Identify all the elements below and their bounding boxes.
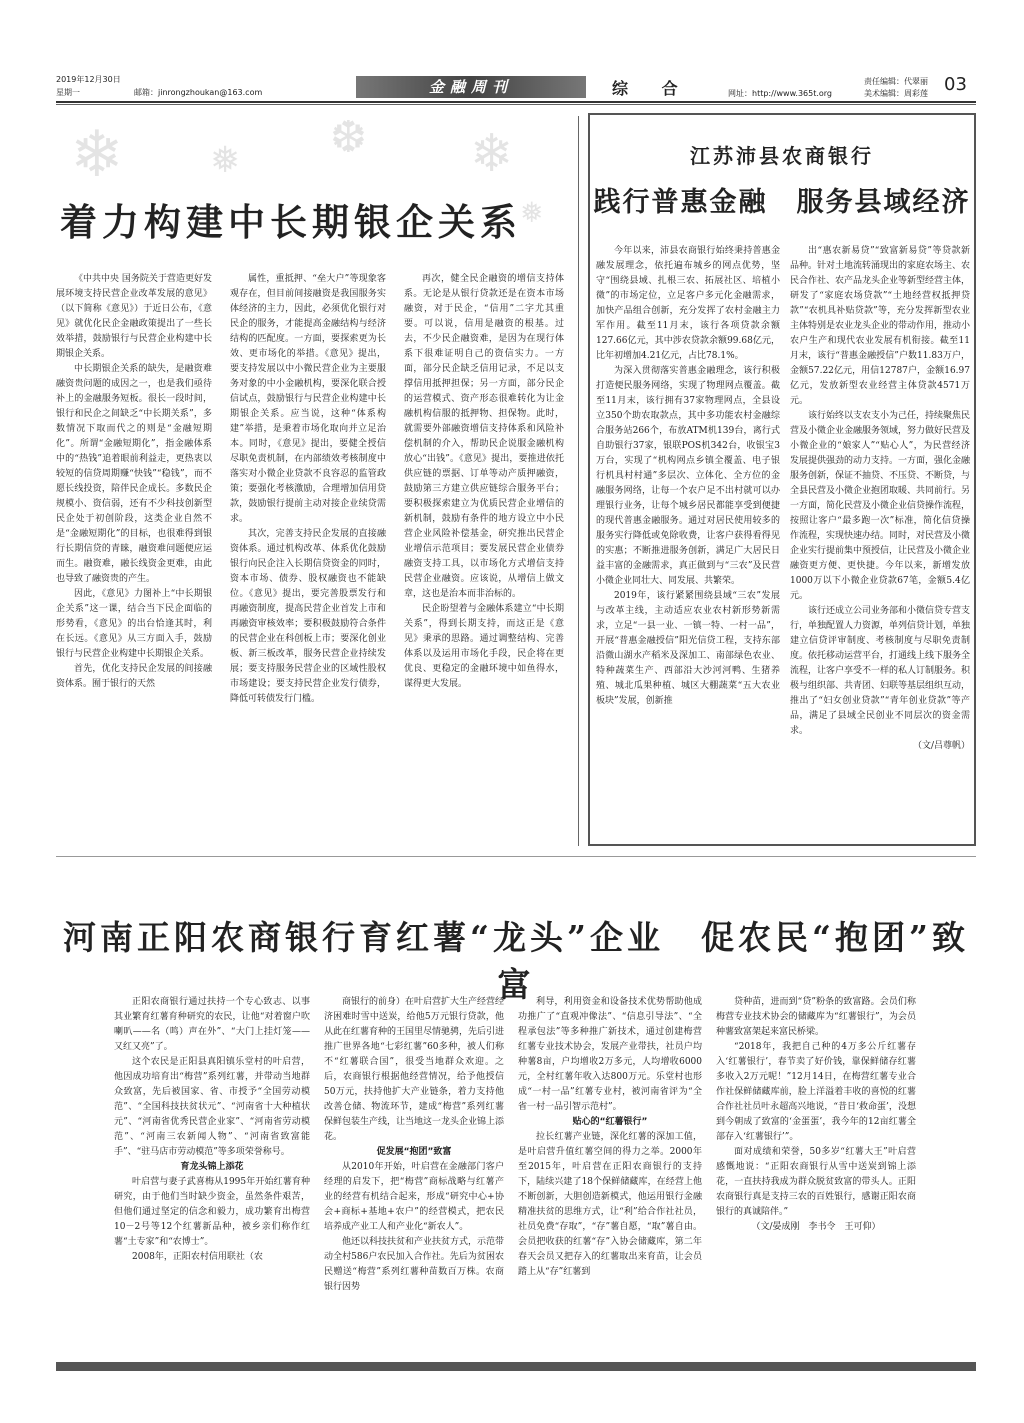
header-rule-thin bbox=[56, 104, 976, 105]
article2-column-2 bbox=[790, 244, 970, 840]
issue-date: 2019年12月30日 bbox=[56, 75, 121, 84]
article3-column-1 bbox=[114, 995, 310, 1355]
footer-bar bbox=[56, 1362, 976, 1371]
article1-column-3 bbox=[404, 272, 564, 842]
article3-column-2 bbox=[324, 995, 504, 1355]
paragraph: 《中共中央 国务院关于营造更好发展环境支持民营企业改革发展的意见》（以下简称《意见》）于近日公布，《意见》就优化民企金融政策提出了一些长效举措，鼓励银行与民营企业构建中长期银企关系。 bbox=[56, 274, 212, 359]
section-name: 综 合 bbox=[612, 79, 692, 98]
paragraph: 该行还成立公司业务部和小微信贷专营支行，单独配置人力资源，单列信贷计划，单独建立信贷评审制度、考核制度与尽职免责制度。依托移动运营平台，打通线上线下服务全流程，让客户享受不一样的私人订制服务。积极与组织部、共青团、妇联等基层组织互动，推出了“妇女创业贷款”“青年创业贷款”等产品，满足了县域全民创业不同层次的资金需求。 bbox=[790, 606, 970, 736]
brand-banner: 金融周刊 bbox=[356, 76, 586, 98]
paragraph: 这个农民是正阳县真阳镇乐堂村的叶启营，他因成功培育出“梅营”系列红薯，并带动当地群众致富，先后被国家、省、市授予“全国劳动模范”、“全国科技扶贫状元”、“河南省十大种植状元”、“河南省优秀民营企业家”、“河南省劳动模范”、“河南三农新闻人物”、“河南省致富能手”、“驻马店市劳动模范”等多项荣誉称号。 bbox=[114, 1057, 310, 1157]
page-number: 03 bbox=[944, 74, 967, 95]
article1-headline: 着力构建中长期银企关系 bbox=[60, 200, 522, 244]
subheading: 贴心的“红薯银行” bbox=[572, 1117, 648, 1127]
snowflake-icon: ❄ bbox=[470, 124, 514, 184]
snowflake-icon: ❄ bbox=[70, 118, 124, 192]
header-rule bbox=[56, 101, 976, 103]
paragraph: 该行始终以支农支小为己任，持续聚焦民营及小微企业金融服务领域，努力做好民营及小微企业的“娘家人”“贴心人”，为民营经济发展提供强劲的动力支持。一方面，强化金融服务创新，保证不抽贷、不压贷、不断贷，与全县民营及小微企业抱团取暖、共同前行。另一方面，简化民营及小微企业信贷操作流程，按照让客户“最多跑一次”标准，简化信贷操作流程，实现快速办结。同时，对民营及小微企业实行提前集中预授信，让民营及小微企业融资更方便、更快捷。今年以来，新增发放1000万以下小微企业贷款67笔，金额5.4亿元。 bbox=[790, 411, 970, 601]
editor-credit: 责任编辑：代翠丽 bbox=[864, 77, 928, 86]
paragraph: 再次，健全民企融资的增信支持体系。无论是从银行贷款还是在资本市场融资，对于民企，“信用”二字尤其重要。可以说，信用是融资的根基。过去，不少民企融资难，是因为在现行体系下很难证明自己的资信实力。一方面，部分民企缺乏信用记录，不足以支撑信用抵押担保；另一方面，部分民企的运营模式、资产形态很难转化为让金融机构信服的抵押物、担保物。此时，就需要外部融资增信支持体系和风险补偿机制的介入，帮助民企说服金融机构放心“出钱”。《意见》提出，要推进依托供应链的票据、订单等动产质押融资，鼓励第三方建立供应链综合服务平台；要积极探索建立为优质民营企业增信的新机制，鼓励有条件的地方设立中小民营企业风险补偿基金，研究推出民营企业增信示范项目；要发展民营企业债券融资支持工具，以市场化方式增信支持民营企业融资。应该说，从增信上做文章，这也是治本而非治标的。 bbox=[404, 274, 564, 599]
weekday: 星期一 bbox=[56, 88, 80, 97]
section-divider bbox=[56, 856, 976, 857]
paragraph: 正阳农商银行通过扶持一个专心致志、以事其业繁育红薯育种研究的农民，让他“对着窗户吹喇叭——名（鸣）声在外”、“大门上挂灯笼——又红又亮”了。 bbox=[114, 997, 310, 1052]
paragraph: 首先，优化支持民企发展的间接融资体系。囿于银行的天然 bbox=[56, 664, 212, 689]
subheading: 促发展“抱团”致富 bbox=[376, 1147, 452, 1157]
paragraph: 拉长红薯产业链，深化红薯的深加工值，是叶启营升值红薯空间的得力之举。2000年至2015年，叶启营在正阳农商银行的支持下，陆续兴建了18个保鲜储藏库，在经营上他不断创新，大胆创造新模式，他运用银行金融精准扶贫的思维方式，让“利”给合作社社员，社员免费“存取”，“存”薯自愿，“取”薯自由。会员把收获的红薯“存”入协会储藏库，第二年春天会员又把存入的红薯取出来育苗，让会员踏上从“存”红薯到 bbox=[518, 1132, 702, 1277]
page-header bbox=[56, 74, 976, 100]
website-address: 网址：http://www.365t.org bbox=[728, 89, 833, 98]
paragraph: 为深入贯彻落实普惠金融理念，该行积极打造便民服务网络，实现了物理网点覆盖。截至11月末，该行拥有37家物理网点，全县设立350个助农取款点，其中多功能农村金融综合服务站266个，布放ATM机139台，离行式自助银行37家，银联POS机342台，收银宝3万台，实现了“机构网点乡镇全覆盖、电子银行机具村村通”多层次、立体化、全方位的金融服务网络，让每一个农户足不出村就可以办理银行业务，让每个城乡居民都能享受到便捷的现代普惠金融服务。通过对居民使用较多的服务实行降低或免除收费，让客户获得看得见的实惠；不断推进服务创新，满足广大居民日益丰富的金融需求，真正做到与“三农”及民营小微企业同壮大、同发展、共繁荣。 bbox=[596, 366, 780, 586]
snowflake-icon: ❅ bbox=[210, 140, 241, 181]
email-address: 邮箱：jinrongzhoukan@163.com bbox=[134, 88, 263, 97]
article1-column-1 bbox=[56, 272, 212, 842]
article3-column-4 bbox=[716, 995, 916, 1355]
paragraph: 属性，重抵押、“垒大户”等现象客观存在，但目前间接融资是我国服务实体经济的主力，因此，必须优化银行对民企的服务，才能提高金融结构与经济结构的匹配度。一方面，要探索更为长效、更市场化的举措。《意见》提出，要支持发展以中小微民营企业为主要服务对象的中小金融机构，要深化联合授信试点，鼓励银行与民营企业构建中长期银企关系。应当说，这种“体系构建”举措，是秉着市场化取向并立足治本。同时，《意见》提出，要健全授信尽职免责机制，在内部绩效考核制度中落实对小微企业贷款不良容忍的监管政策；要强化考核激励，合理增加信用贷款，鼓励银行提前主动对接企业续贷需求。 bbox=[230, 274, 386, 524]
snowflake-icon: ❆ bbox=[330, 112, 367, 163]
article3-headline: 河南正阳农商银行育红薯“龙头”企业 促农民“抱团”致富 bbox=[63, 918, 969, 1004]
paragraph: 利导，利用资金和设备技术优势帮助他成功推广了“直观冲像法”、“信息引导法”、“全程承包法”等多种推广新技术，通过创建梅营红薯专业技术协会，发展产业带扶，社员户均种薯8亩，户均增收2万多元，人均增收6000元，全村红薯年收入达800万元。乐堂村也形成“一村一品”红薯专业村，被河南省评为“全省一村一品引智示范村”。 bbox=[518, 997, 702, 1112]
paragraph: 他还以科技扶贫和产业扶贫方式，示范带动全村586户农民加入合作社。先后为贫困农民赠送“梅营”系列红薯种苗数百万株。农商银行因势 bbox=[324, 1237, 504, 1292]
article2-kicker: 江苏沛县农商银行 bbox=[690, 144, 874, 168]
paragraph: “2018年，我把自己种的4万多公斤红薯存入‘红薯银行’，春节卖了好价钱，靠保鲜储存红薯多收入2万元呢！”12月14日，在梅营红薯专业合作社保鲜储藏库前，脸上洋溢着丰收的喜悦的红薯合作社社员叶永超高兴地说，“昔日‘救命蛋’，没想到今朝成了致富的‘金蛋蛋’，我今年的12亩红薯全部存入‘红薯银行’”。 bbox=[716, 1042, 916, 1142]
paragraph: 从2010年开始，叶启营在金融部门客户经理的启发下，把“梅营”商标战略与红薯产业的经营有机结合起来，形成“研究中心+协会+商标+基地+农户”的经营模式，把农民培养成产业工人和产业化“新农人”。 bbox=[324, 1162, 504, 1232]
paragraph: 今年以来，沛县农商银行始终秉持普惠金融发展理念，依托遍布城乡的网点优势，坚守“围绕县域、扎根三农、拓展社区、培植小微”的市场定位，立足客户多元化金融需求，加快产品组合创新，充分发挥了农村金融主力军作用。截至11月末，该行各项贷款余额127.66亿元，其中涉农贷款余额99.68亿元，比年初增加4.21亿元，占比78.1%。 bbox=[596, 246, 780, 361]
paragraph: 出“惠农新易贷”“致富新易贷”等贷款新品种。针对土地流转涌现出的家庭农场主、农民合作社、农产品龙头企业等新型经营主体，研发了“家庭农场贷款”“土地经营权抵押贷款”“农机具补贴贷款”等，充分发挥新型农业主体特别是农业龙头企业的带动作用，推动小农户生产和现代农业发展有机衔接。截至11月末，该行“普惠金融授信”户数11.83万户，金额57.22亿元，用信12787户，金额16.97亿元，发放新型农业经营主体贷款4571万元。 bbox=[790, 246, 970, 406]
paragraph: 商银行的前身）在叶启营扩大生产经营经济困难时雪中送炭，给他5万元银行贷款，他从此在红薯育种的王国里尽情驰骋，先后引进推广世界各地“七彩红薯”60多种，被人们称不“红薯联合国”，很受当地群众欢迎。之后，农商银行根据他经营情况，给予他授信50万元，扶持他扩大产业链条，着力支持他改善仓储、物流环节，建成“梅营”系列红薯保鲜包装生产线，让当地这一龙头企业锦上添花。 bbox=[324, 997, 504, 1142]
paragraph: 其次，完善支持民企发展的直接融资体系。通过机构改革、体系优化鼓励银行向民企注入长期信贷资金的同时，资本市场、债券、股权融资也不能缺位。《意见》提出，要完善股票发行和再融资制度，提高民营企业首发上市和再融资审核效率；要积极鼓励符合条件的民营企业在科创板上市；要深化创业板、新三板改革，服务民营企业持续发展；要支持服务民营企业的区域性股权市场建设；要支持民营企业发行债券，降低可转债发行门槛。 bbox=[230, 529, 386, 704]
subheading: 育龙头锦上添花 bbox=[180, 1162, 244, 1172]
paragraph: 叶启营与妻子武喜梅从1995年开始红薯育种研究，由于他们当时缺少资金，虽然条件艰苦，但他们通过坚定的信念和毅力，成功繁育出梅营10－2号等12个红薯新品种，被乡亲们称作红薯“土专家”和“农博士”。 bbox=[114, 1177, 310, 1247]
article2-author: （文/吕尊帆） bbox=[912, 741, 970, 751]
article1-column-2 bbox=[230, 272, 386, 842]
paragraph: 因此，《意见》力图补上“中长期银企关系”这一课，结合当下民企面临的形势看，《意见》的出台恰逢其时，利在长远。《意见》从三方面入手，鼓励银行与民营企业构建中长期银企关系。 bbox=[56, 589, 212, 659]
article3-author: （文/晏成刚 李书令 王可仰） bbox=[751, 1222, 881, 1232]
editor-credits bbox=[864, 76, 928, 100]
paragraph: 贷种苗，进而到“贷”粉条的致富路。会员们称梅营专业技术协会的储藏库为“红薯银行”，为会员种薯致富架起来富民桥梁。 bbox=[716, 997, 916, 1037]
art-editor-credit: 美术编辑：周彩莲 bbox=[864, 89, 928, 98]
column-divider bbox=[578, 116, 579, 846]
paragraph: 2019年，该行紧紧围绕县域“三农”发展与改革主线，主动适应农业农村新形势新需求，立足“一县一业、一镇一特、一村一品”，开展“普惠金融授信”阳光信贷工程，支持东部沿微山湖水产稻米及深加工、南部绿色农业、特种蔬菜生产、西部沿大沙河河鸭、生猪养殖、城北瓜果种植、城区大棚蔬菜“五大农业板块”发展，创新推 bbox=[596, 591, 780, 706]
paragraph: 民企盼望着与金融体系建立“中长期关系”，得到长期支持，而这正是《意见》秉承的思路。通过调整结构、完善体系以及运用市场化手段，民企将在更优良、更稳定的金融环境中如鱼得水，谋得更大发展。 bbox=[404, 604, 564, 689]
snowflake-icon: ❅ bbox=[520, 196, 544, 229]
article3-column-3 bbox=[518, 995, 702, 1355]
paragraph: 中长期银企关系的缺失，是融资难融资贵问题的成因之一，也是我们亟待补上的金融服务短板。很长一段时间，银行和民企之间缺乏“中长期关系”，多数情况下取而代之的则是“金融短期化”。所谓“金融短期化”，指金融体系中的“热钱”追着眼前利益走，更热衷以较短的信贷周期赚“快钱”“稳钱”，而不愿长线投资，陪伴民企成长。多数民企规模小、资信弱，还有不少科技创新型民企处于初创阶段，这类企业自然不是“金融短期化”的目标，也很难得到银行长期信贷的青睐，融资难问题便应运而生。融资难，融长线资金更难，由此也导致了融资贵的产生。 bbox=[56, 364, 212, 584]
paragraph: 面对成绩和荣誉，50多岁“红薯大王”叶启营感慨地说：“正阳农商银行从雪中送炭到锦上添花，一直扶持我成为群众脱贫致富的带头人。正阳农商银行真是支持三农的百姓银行，感谢正阳农商银行的真诚陪伴。” bbox=[716, 1147, 916, 1217]
article2-headline: 践行普惠金融 服务县域经济 bbox=[593, 187, 971, 218]
article2-column-1 bbox=[596, 244, 780, 840]
paragraph: 2008年，正阳农村信用联社（农 bbox=[132, 1252, 263, 1262]
